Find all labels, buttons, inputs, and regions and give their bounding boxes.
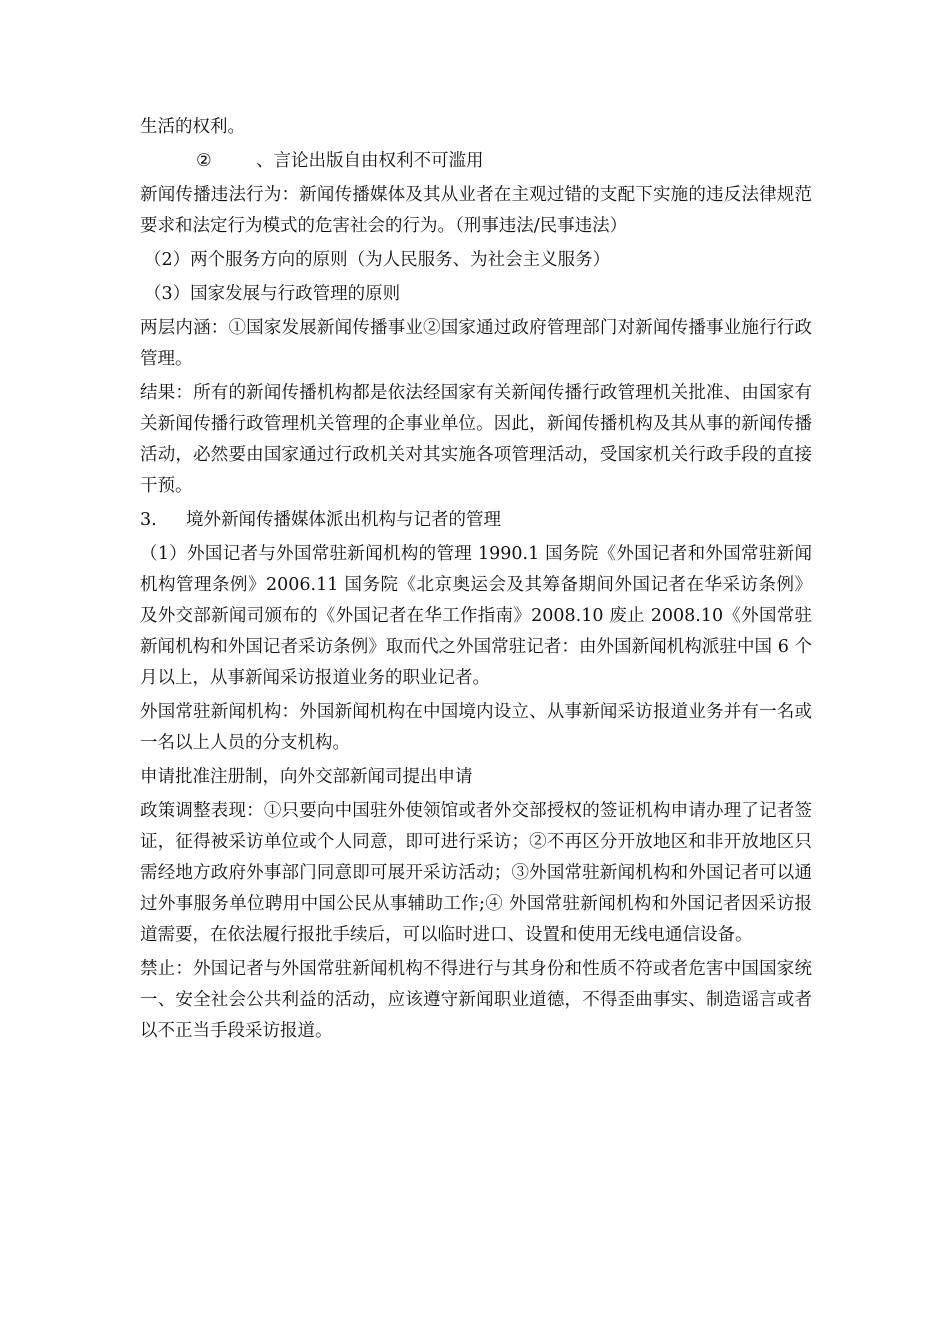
- heading-two-services: （2）两个服务方向的原则（为人民服务、为社会主义服务）: [144, 250, 611, 270]
- section-heading-foreign-media: [140, 505, 812, 536]
- paragraph-illegal-acts: 新闻传播违法行为：新闻传播媒体及其从业者在主观过错的支配下实施的违反法律规范要求和法定行为模式的危害社会的行为。（刑事违法/民事违法）: [140, 185, 812, 236]
- paragraph-prohibitions: 禁止：外国记者与外国常驻新闻机构不得进行与其身份和性质不符或者危害中国国家统一、安全社会公共利益的活动，应该遵守新闻职业道德，不得歪曲事实、制造谣言或者以不正当手段采访报道。: [140, 959, 812, 1041]
- sub-heading-freedom-limits: [140, 146, 812, 177]
- list-number: ②: [196, 151, 212, 171]
- heading-state-administration: （3）国家发展与行政管理的原则: [144, 284, 401, 304]
- paragraph-two-meanings: 两层内涵：①国家发展新闻传播事业②国家通过政府管理部门对新闻传播事业施行行政管理。: [140, 318, 812, 369]
- sub-heading-text: 、言论出版自由权利不可滥用: [256, 151, 484, 171]
- paragraph-foreign-journalists: （1）外国记者与外国常驻新闻机构的管理 1990.1 国务院《外国记者和外国常驻新闻机构管理条例》2006.11 国务院《北京奥运会及其筹备期间外国记者在华采访条例》及外交部新闻司颁布的《外国记者在华工作指南》2008.10 废止 2008.10《外国常驻新闻机构和外国记者采访条例》取而代之外国常驻记者：由外国新闻机构派驻中国 6 个月以上，从事新闻采访报道业务的职业记者。: [140, 544, 812, 688]
- paragraph-result: 结果：所有的新闻传播机构都是依法经国家有关新闻传播行政管理机关批准、由国家有关新闻传播行政管理机关管理的企事业单位。因此，新闻传播机构及其从事的新闻传播活动，必然要由国家通过行政机关对其实施各项管理活动，受国家机关行政手段的直接干预。: [140, 383, 812, 496]
- section-number: 3.: [140, 510, 157, 530]
- section-heading-text: 境外新闻传播媒体派出机构与记者的管理: [186, 510, 501, 530]
- document-body: [140, 112, 812, 1050]
- paragraph-foreign-bureaus: 外国常驻新闻机构：外国新闻机构在中国境内设立、从事新闻采访报道业务并有一名或一名以上人员的分支机构。: [140, 702, 812, 753]
- paragraph-registration: 申请批准注册制，向外交部新闻司提出申请: [140, 767, 473, 787]
- paragraph-continuation: 生活的权利。: [140, 117, 245, 137]
- paragraph-policy-adjustments: 政策调整表现：①只要向中国驻外使领馆或者外交部授权的签证机构申请办理了记者签证，征得被采访单位或个人同意，即可进行采访；②不再区分开放地区和非开放地区只需经地方政府外事部门同意即可展开采访活动；③外国常驻新闻机构和外国记者可以通过外事服务单位聘用中国公民从事辅助工作;④ 外国常驻新闻机构和外国记者因采访报道需要，在依法履行报批手续后，可以临时进口、设置和使用无线电通信设备。: [140, 801, 812, 945]
